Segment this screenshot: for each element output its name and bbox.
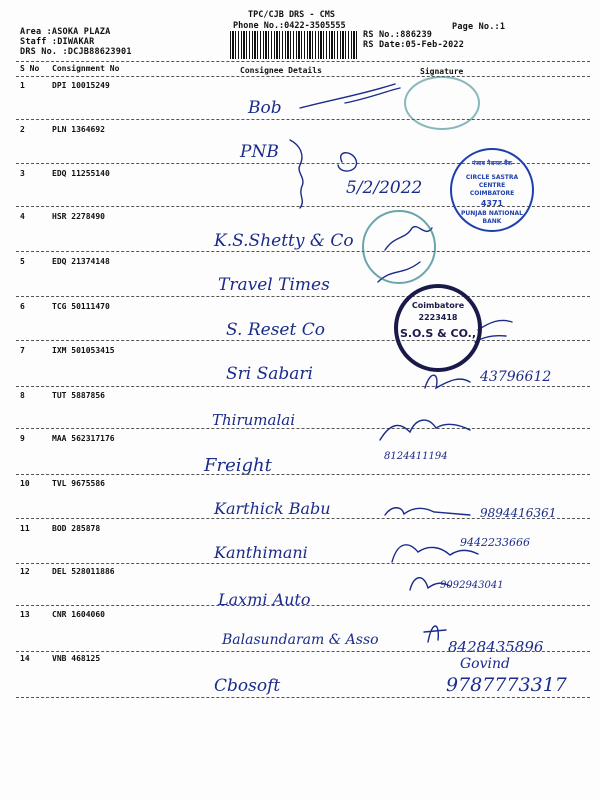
signature-phone: 9894416361: [480, 506, 557, 520]
bank-stamp-hindi: पंजाब नैशनल बैंक: [472, 160, 512, 167]
signature-phone: 8124411194: [384, 451, 448, 462]
row-consignment: IXM 501053415: [52, 346, 115, 355]
row-consignment: PLN 1364692: [52, 125, 105, 134]
signature-phone: 9442233666: [460, 536, 530, 549]
consignee-handwriting: Sri Sabari: [226, 364, 313, 384]
bank-stamp: [450, 148, 534, 232]
signature-phone: 8428435896: [448, 638, 544, 656]
row-consignment: EDQ 11255140: [52, 169, 110, 178]
row-consignment: VNB 468125: [52, 654, 101, 663]
row-consignment: EDQ 21374148: [52, 257, 110, 266]
row-consignment: MAA 562317176: [52, 434, 115, 443]
row-sno: 11: [20, 524, 30, 533]
consignee-handwriting: Laxmi Auto: [218, 590, 311, 609]
signature-phone: 43796612: [480, 369, 552, 385]
area-label: Area :ASOKA PLAZA: [20, 27, 111, 37]
consignee-handwriting: Balasundaram & Asso: [222, 632, 379, 648]
column-header-sno: S No: [20, 64, 40, 73]
bank-stamp-code: 4371: [480, 199, 504, 208]
row-sno: 4: [20, 212, 25, 221]
drs-number: DRS No. :DCJB88623901: [20, 47, 132, 57]
consignee-handwriting: S. Reset Co: [226, 320, 325, 340]
row-sno: 12: [20, 567, 30, 576]
document-title: TPC/CJB DRS - CMS: [248, 10, 335, 20]
rs-number: RS No.:886239: [363, 30, 433, 40]
bank-stamp-city: COIMBATORE: [469, 190, 515, 197]
faded-stamp: [404, 76, 480, 130]
company-stamp: [362, 210, 436, 284]
staff-label: Staff :DIWAKAR: [20, 37, 95, 47]
row-sno: 5: [20, 257, 25, 266]
row-sno: 9: [20, 434, 25, 443]
consignee-handwriting: Freight: [204, 455, 272, 476]
signature-date: 5/2/2022: [346, 178, 423, 198]
consignee-handwriting: K.S.Shetty & Co: [214, 231, 354, 251]
row-consignment: CNR 1604060: [52, 610, 105, 619]
consignee-handwriting: Kanthimani: [214, 543, 308, 562]
row-sno: 2: [20, 125, 25, 134]
consignee-handwriting: Travel Times: [218, 275, 330, 295]
row-sno: 1: [20, 81, 25, 90]
row-consignment: TUT 5887856: [52, 391, 105, 400]
column-header-consignee: Consignee Details: [240, 66, 322, 75]
row-sno: 13: [20, 610, 30, 619]
row-sno: 3: [20, 169, 25, 178]
sos-stamp-number: 2223418: [418, 313, 458, 322]
row-sno: 8: [20, 391, 25, 400]
bank-stamp-name: PUNJAB NATIONAL BANK: [461, 210, 523, 225]
row-sno: 10: [20, 479, 30, 488]
consignee-handwriting: Karthick Babu: [214, 499, 331, 518]
row-sno: 7: [20, 346, 25, 355]
rs-date: RS Date:05-Feb-2022: [363, 40, 465, 50]
phone-number: Phone No.:0422-3505555: [233, 21, 346, 31]
consignee-handwriting: Bob: [248, 98, 282, 118]
bank-stamp-centre: CIRCLE SASTRA CENTRE: [465, 174, 519, 189]
row-consignment: HSR 2278490: [52, 212, 105, 221]
row-consignment: TCG 50111470: [52, 302, 110, 311]
row-consignment: TVL 9675586: [52, 479, 105, 488]
signature-phone: 9787773317: [446, 674, 567, 696]
row-sno: 6: [20, 302, 25, 311]
row-consignment: DPI 10015249: [52, 81, 110, 90]
consignee-handwriting: Cbosoft: [214, 676, 281, 696]
consignee-handwriting: PNB: [240, 142, 279, 162]
row-consignment: BOD 285878: [52, 524, 101, 533]
row-consignment: DEL 528011886: [52, 567, 115, 576]
page-number: Page No.:1: [452, 22, 506, 32]
sos-stamp: [394, 284, 482, 372]
signature-name: Govind: [460, 656, 510, 672]
sos-stamp-name: S.O.S & CO.,: [399, 327, 477, 340]
column-header-consignment: Consignment No: [52, 64, 120, 73]
consignee-handwriting: Thirumalai: [212, 411, 295, 429]
signature-phone: 9092943041: [440, 580, 504, 591]
sos-stamp-city: Coimbatore: [411, 301, 465, 310]
column-header-signature: Signature: [420, 67, 464, 76]
row-sno: 14: [20, 654, 30, 663]
